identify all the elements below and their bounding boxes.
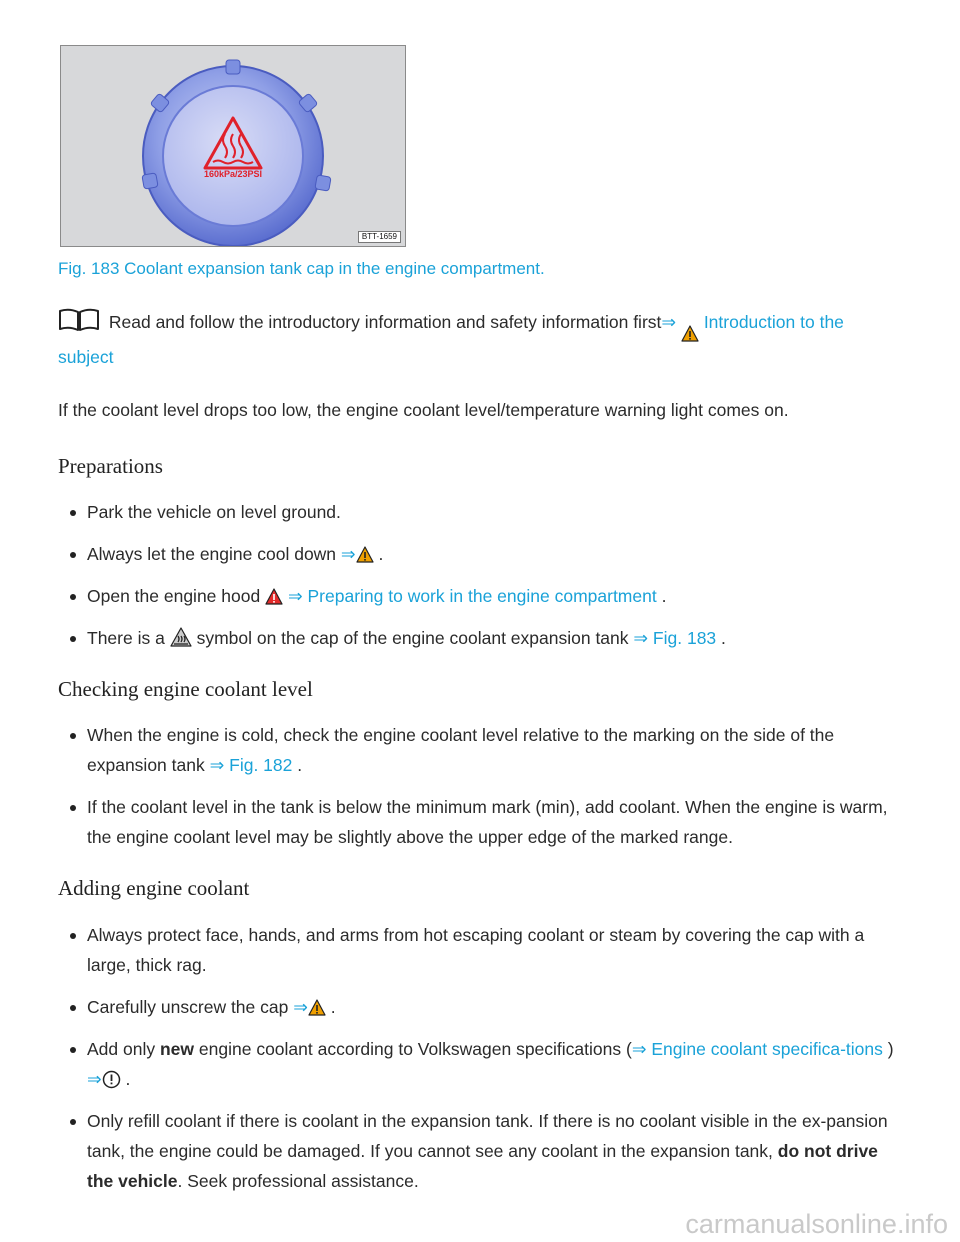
checking-list — [58, 720, 908, 864]
item-text: Only refill coolant if there is coolant in the expansion tank. If there is no coolant visible in the ex-pansion tank, the engine could be damaged. If you cannot see any coolant in the expansion tank, — [87, 1111, 888, 1161]
warning-icon[interactable] — [308, 999, 326, 1016]
heading-checking: Checking engine coolant level — [58, 677, 313, 701]
preparations-list — [58, 497, 908, 665]
list-item — [58, 539, 908, 569]
introduction-link[interactable]: Introduction to the subject — [58, 312, 844, 367]
danger-icon — [265, 588, 283, 605]
item-text: . Seek professional assistance. — [177, 1171, 419, 1191]
heading-preparations: Preparations — [58, 454, 163, 478]
list-item — [58, 581, 908, 611]
list-item — [58, 497, 908, 527]
item-punct: . — [661, 586, 667, 606]
list-item — [58, 1106, 908, 1196]
caution-icon[interactable] — [102, 1070, 121, 1089]
item-punct: ) — [887, 1039, 894, 1059]
item-bold: do not drive the vehicle — [87, 1141, 878, 1191]
item-punct: . — [330, 997, 336, 1017]
intro-paragraph: If the coolant level drops too low, the engine coolant level/temperature warning light comes on. — [58, 400, 789, 420]
warning-link-arrow[interactable]: ⇒ — [340, 544, 356, 564]
figure-code: BTT-1659 — [358, 231, 401, 243]
item-bold: new — [159, 1039, 195, 1059]
item-punct: . — [125, 1069, 131, 1089]
item-text: When the engine is cold, check the engine coolant level relative to the marking on the side of the expansion tank — [87, 725, 835, 775]
list-item — [58, 792, 908, 852]
watermark: carmanualsonline.info — [685, 1209, 948, 1239]
item-text: Carefully unscrew the cap — [87, 997, 289, 1017]
engine-compartment-link[interactable]: ⇒ Preparing to work in the engine compartment — [287, 586, 657, 606]
notice-text: Read and follow the introductory information and safety information first — [108, 312, 662, 332]
figure-caption: Fig. 183 Coolant expansion tank cap in the engine compartment. — [58, 259, 545, 278]
warning-icon[interactable] — [356, 546, 374, 563]
safety-notice — [58, 307, 898, 372]
figure-image — [60, 45, 406, 247]
item-text: engine coolant according to Volkswagen specifications ( — [198, 1039, 632, 1059]
adding-list — [58, 920, 908, 1208]
warning-icon — [681, 325, 699, 342]
notice-link-arrow[interactable]: ⇒ — [87, 1069, 102, 1089]
item-punct: . — [297, 755, 303, 775]
list-item — [58, 623, 908, 653]
item-text: There is a — [87, 628, 165, 648]
coolant-specifications-link[interactable]: ⇒ Engine coolant specifica-tions — [631, 1039, 883, 1059]
fig-182-link[interactable]: ⇒ Fig. 182 — [209, 755, 293, 775]
item-punct: . — [721, 628, 726, 648]
heading-adding: Adding engine coolant — [58, 876, 250, 900]
item-text: symbol on the cap of the engine coolant expansion tank — [196, 628, 629, 648]
item-text: Always protect face, hands, and arms from hot escaping coolant or steam by covering the cap with a large, thick rag. — [87, 925, 865, 975]
fig-183-link[interactable]: ⇒ Fig. 183 — [633, 628, 717, 648]
list-item — [58, 920, 908, 980]
item-text: If the coolant level in the tank is below the minimum mark (min), add coolant. When the engine is warm, the engine coolant level may be slightly above the upper edge of the marked range. — [87, 797, 888, 847]
notice-arrow: ⇒ — [661, 312, 677, 332]
item-text: Park the vehicle on level ground. — [87, 502, 341, 522]
list-item — [58, 1034, 908, 1094]
cap-pressure-label: 160kPa/23PSI — [203, 169, 263, 179]
item-text: Always let the engine cool down — [87, 544, 337, 564]
warning-link-arrow[interactable]: ⇒ — [293, 997, 308, 1017]
list-item — [58, 720, 908, 780]
coolant-cap-illustration — [61, 46, 405, 246]
list-item — [58, 992, 908, 1022]
book-icon — [58, 308, 100, 332]
item-text: Open the engine hood — [87, 586, 261, 606]
item-punct: . — [378, 544, 384, 564]
item-text: Add only — [87, 1039, 156, 1059]
coolant-cap-symbol-icon — [170, 627, 192, 647]
